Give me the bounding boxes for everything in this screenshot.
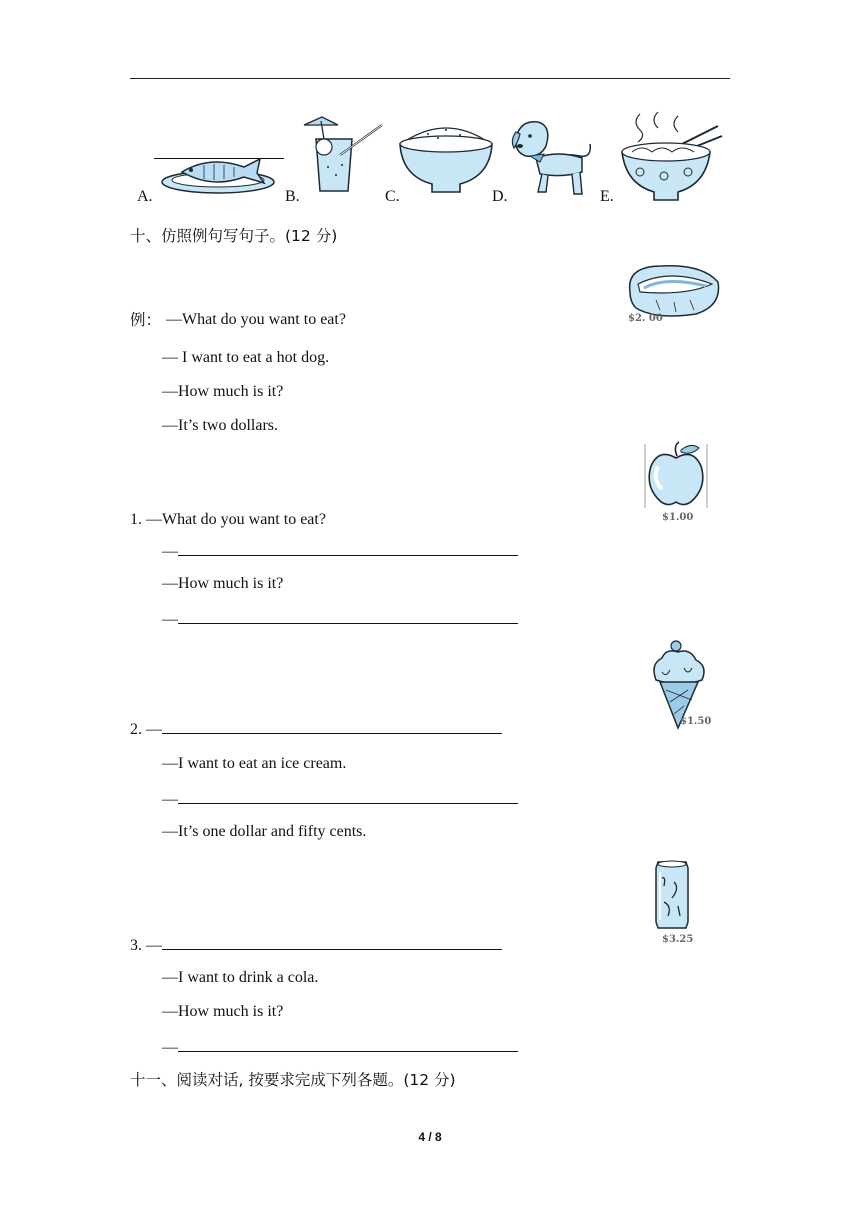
example-line-2: — I want to eat a hot dog. <box>162 349 330 366</box>
option-e-label: E. <box>600 188 614 205</box>
q3-answer-blank-2[interactable] <box>178 1036 518 1052</box>
fish-on-plate-icon <box>160 155 276 195</box>
example-line-4: —It’s two dollars. <box>162 417 278 434</box>
section-10-title: 十、仿照例句写句子。(12 分) <box>130 227 338 245</box>
juice-glass-icon <box>300 115 386 195</box>
q3-price: $3.25 <box>662 934 694 945</box>
q1-price: $1.00 <box>662 512 694 523</box>
cola-can-icon <box>652 858 692 932</box>
dash: — <box>162 543 178 560</box>
header-rule <box>130 78 730 79</box>
example-price: $2. 00 <box>628 313 663 324</box>
option-c-label: C. <box>385 188 400 205</box>
q3-line-1 <box>130 934 502 956</box>
q3-line-3: —How much is it? <box>162 1003 284 1020</box>
example-line-1: —What do you want to eat? <box>166 311 346 328</box>
q2-line-2: —I want to eat an ice cream. <box>162 755 347 772</box>
q2-line-3 <box>162 788 518 810</box>
example-line-3: —How much is it? <box>162 383 284 400</box>
dash: — <box>162 1039 178 1056</box>
q1-answer-blank-1[interactable] <box>178 540 518 556</box>
noodle-bowl-icon <box>618 112 726 202</box>
dash: — <box>162 791 178 808</box>
q1-answer-blank-2[interactable] <box>178 608 518 624</box>
q1-line-3: —How much is it? <box>162 575 284 592</box>
q2-price: $1.50 <box>680 716 712 727</box>
option-a-label: A. <box>137 188 153 205</box>
q2-num: 2. — <box>130 721 162 738</box>
q2-answer-blank-2[interactable] <box>178 788 518 804</box>
apple-icon <box>643 442 709 510</box>
option-b-label: B. <box>285 188 300 205</box>
rice-bowl-icon <box>398 120 494 196</box>
q2-line-4: —It’s one dollar and fifty cents. <box>162 823 367 840</box>
example-prefix: 例： <box>130 311 162 329</box>
section-11-title: 十一、阅读对话, 按要求完成下列各题。(12 分) <box>130 1071 456 1089</box>
q2-answer-blank-1[interactable] <box>162 718 502 734</box>
dog-icon <box>510 118 594 198</box>
q3-line-4 <box>162 1036 518 1058</box>
q3-line-2: —I want to drink a cola. <box>162 969 319 986</box>
q2-line-1 <box>130 718 502 740</box>
dash: — <box>162 611 178 628</box>
q1-line-1: 1. —What do you want to eat? <box>130 511 326 528</box>
q3-answer-blank-1[interactable] <box>162 934 502 950</box>
page-number: 4 / 8 <box>418 1130 442 1144</box>
hot-dog-icon <box>626 262 722 320</box>
option-d-label: D. <box>492 188 508 205</box>
q1-line-4 <box>162 608 518 630</box>
q1-line-2 <box>162 540 518 562</box>
q3-num: 3. — <box>130 937 162 954</box>
